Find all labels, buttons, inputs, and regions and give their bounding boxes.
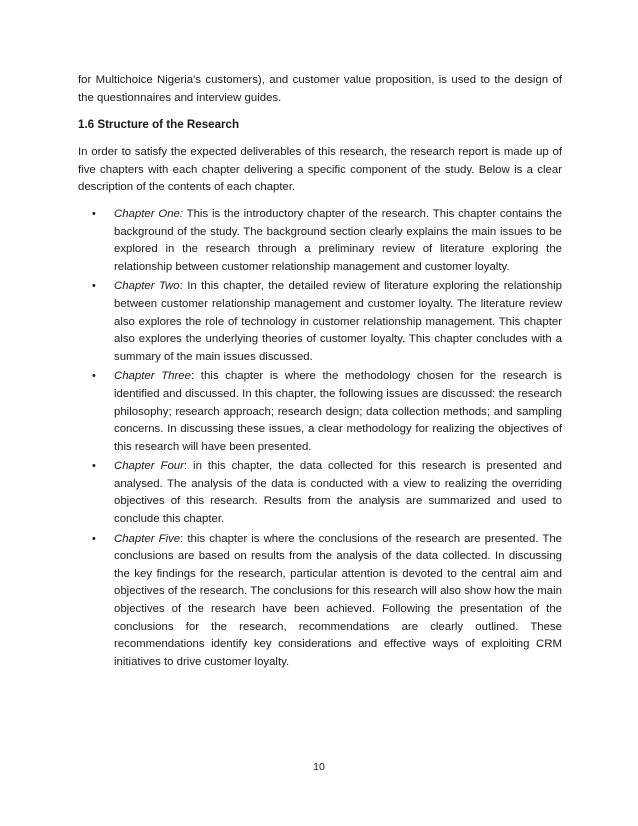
chapter-title: Chapter Four (114, 460, 184, 473)
chapter-description: : this chapter is where the conclusions of the research are presented. The conclusions are based on results from the analysis of the data collected. In discussing the key findings for the research, particular attention is devoted to the central aim and objectives of the research. The conclusions for this research will also show how the main objectives of the research have been achieved. Following the presentation of the conclusions for the research, recommendations are clearly outlined. These recommendations identify key considerations and effective ways of exploiting CRM initiatives to drive customer loyalty. (114, 532, 562, 668)
chapter-list (78, 206, 562, 671)
bullet-icon: • (92, 532, 96, 545)
section-heading: 1.6 Structure of the Research (78, 118, 240, 132)
section-paragraph: In order to satisfy the expected deliverables of this research, the research report is made up of five chapters with each chapter delivering a specific component of the study. Below is a clear description of the contents of each chapter. (78, 146, 562, 194)
chapter-description: : this chapter is where the methodology chosen for the research is identified and discussed. In this chapter, the following issues are discussed: the research philosophy; research approach; research design; data collection methods; and sampling concerns. In discussing these issues, a clear methodology for realizing the objectives of this research will have been presented. (114, 370, 563, 453)
bullet-icon: • (92, 207, 96, 220)
bullet-icon: • (92, 460, 96, 473)
chapter-item-five (92, 531, 562, 672)
chapter-title: Chapter One: (114, 207, 184, 220)
chapter-description: : In this chapter, the detailed review of literature exploring the relationship between customer relationship management and customer loyalty. The literature review also explores the role of technology in customer relationship management. This chapter also explores the underlying theories of customer loyalty. This chapter concludes with a summary of the main issues discussed. (114, 280, 562, 363)
page-number: 10 (313, 761, 325, 773)
bullet-icon: • (92, 280, 96, 293)
chapter-title: Chapter Five (114, 532, 181, 545)
chapter-description: This is the introductory chapter of the research. This chapter contains the background of the study. The background section clearly explains the main issues to be explored in the research through a preliminary review of literature exploring the relationship between customer relationship management and customer loyalty. (114, 207, 562, 273)
chapter-title: Chapter Three (114, 370, 191, 383)
intro-paragraph: for Multichoice Nigeria's customers), and customer value proposition, is used to the design of the questionnaires and interview guides. (78, 74, 562, 104)
chapter-item-two (92, 278, 562, 366)
chapter-item-one (92, 206, 562, 276)
chapter-description: : in this chapter, the data collected for this research is presented and analysed. The analysis of the data is conducted with a view to realizing the overriding objectives of this research. Results from the analysis are summarized and used to conclude this chapter. (114, 460, 563, 526)
chapter-item-four (92, 458, 563, 528)
bullet-icon: • (92, 370, 96, 383)
chapter-title: Chapter Two (114, 280, 180, 293)
chapter-item-three (92, 368, 563, 456)
document-page (78, 72, 562, 673)
